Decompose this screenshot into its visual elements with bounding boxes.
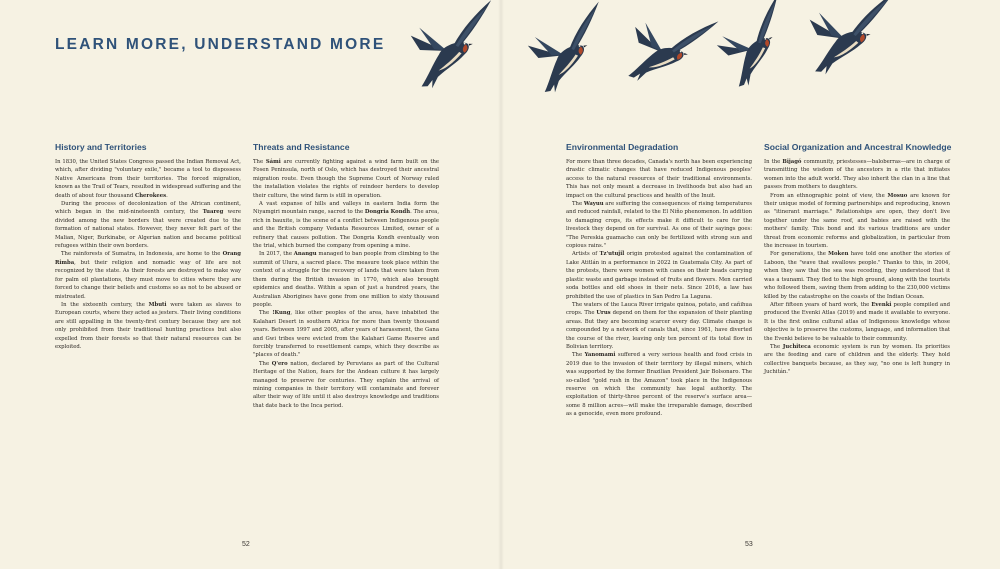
paragraph-text: In 1830, the United States Congress passed the Indian Removal Act, which, after dividing "voluntary exile," became a tool to dispossess Native Americans from their territories. The forced migration, known as the Trail of Tears, resulted in widespread suffering and the death of about four thousand [55, 159, 241, 199]
paragraph [55, 301, 241, 351]
paragraph [55, 250, 241, 300]
paragraph-text: origin protested against the contamination of Lake Atitlán in a performance in 2022 in Guatemala City. As part of the protests, there were women with canes on their heads carrying plastic waste and garbage instead of fruits and flowers. Men carried soda bottles and old shoes in their nets. Since 2016, a law has prohibited the use of plastics in San Pedro La Laguna. [566, 251, 752, 300]
paragraph-text: . The area, rich in bauxite, is the scene of a conflict between Indigenous people and the British company Vedanta Resources Limited, owner of a refinery that causes pollution. The Dongria Kondh eventually won the trial, which burned the company from opening a mine. [253, 209, 440, 250]
paragraph-text: were divided among the new borders that were created due to the formation of national states. However, they never felt part of the Malian, Niger, Burkinabe, or Algerian nation and became political refugees within their own borders. [55, 209, 241, 250]
people-name: Cherokees [134, 192, 167, 199]
swallow-icon [522, 2, 623, 96]
paragraph-text: The [259, 310, 273, 317]
paragraph-text: In the [764, 159, 783, 165]
paragraph [566, 158, 752, 200]
paragraph-text: are currently fighting against a wind farm built on the Fosen Peninsula, north of Oslo, which has destroyed their ancestral migration route. Even though the Supreme Court of Norway ruled the installation violates the rights of reindeer herders to develop their culture, the wind farm is still in operation. [253, 159, 439, 199]
paragraph-text: The [253, 159, 266, 165]
paragraph-text: depend on them for the expansion of their planting areas. But they are becoming scarcer every day. Climate change is compounded by a network of canals that, since 1961, have diverted the course of the river, leaving only ten percent of its total flow in Bolivian territory. [566, 310, 752, 350]
paragraph-text: After fifteen years of hard work, the [770, 301, 872, 308]
section-social-organization [764, 142, 950, 377]
people-name: !Kung [272, 310, 291, 317]
paragraph [566, 250, 752, 300]
swallows-illustration [0, 0, 1000, 110]
people-name: Juchiteca [782, 343, 811, 350]
paragraph-text: . [166, 192, 168, 199]
section-environmental-degradation [566, 142, 752, 419]
people-name: Dongria Kondh [364, 209, 411, 216]
paragraph [55, 200, 241, 250]
page-title: LEARN MORE, UNDERSTAND MORE [55, 36, 386, 53]
people-name: Orang Rimba [55, 251, 241, 266]
people-name: Q'ero [271, 360, 288, 367]
people-name: Mosuo [887, 192, 908, 199]
paragraph [253, 250, 439, 309]
paragraph [764, 250, 950, 300]
people-name: Tz'utujil [599, 251, 625, 258]
paragraph [253, 309, 439, 359]
paragraph-text: have told one another the stories of Laboon, the "wave that swallows people." Thanks to this, in 2004, when they saw that the sea was receding, they understood that it was a tsunami. They fled to the high ground, along with the tourists who followed them, saving them from adding to the 230,000 victims killed by the catastrophe on the coasts of the Indian Ocean. [764, 251, 951, 300]
paragraph [764, 192, 950, 251]
people-name: Mbuti [148, 301, 167, 308]
swallow-icon [407, 0, 507, 90]
section-heading: History and Territories [55, 142, 147, 152]
people-name: Evenki [871, 301, 892, 308]
section-history-and-territories [55, 142, 241, 351]
swallow-icon [628, 10, 719, 91]
paragraph-text: people compiled and produced the Evenki Atlas (2019) and made it available to everyone. It is the first online cultural atlas of Indigenous knowledge whose objective is to preserve the customs, language, and information that the Evenki believe to be valuable to their community. [764, 301, 951, 342]
section-threats-and-resistance [253, 142, 439, 410]
paragraph [764, 301, 950, 343]
section-body [253, 158, 439, 410]
paragraph-text: economic system is run by women. Its priorities are the feeding and care of children and the elderly. They hold collective banquets because, as they say, "no one is left hungry in Juchitán." [764, 343, 950, 376]
paragraph-text: , like other peoples of the area, have inhabited the Kalahari Desert in southern Africa for more than twenty thousand years. Between 1997 and 2005, after years of harassment, the Gana and Gwi tribes were evicted from the Kalahari Game Reserve and forcibly transferred to resettlement camps, which they describe as "places of death." [253, 310, 439, 359]
section-heading: Threats and Resistance [253, 142, 350, 152]
paragraph-text: From an ethnographic point of view, the [770, 192, 888, 199]
people-name: Sámi [265, 159, 281, 165]
paragraph-text: The [572, 352, 585, 359]
paragraph-text: Artists of [572, 251, 600, 258]
paragraph-text: were taken as slaves to European courts, where they acted as jesters. Their living conditions are still appalling in the twenty-first century because they are not only prohibited from their traditional hunting practices but also expelled from their forests so that their natural resources can be exploited. [55, 301, 241, 350]
paragraph [566, 200, 752, 250]
paragraph-text: For more than three decades, Canada's north has been experiencing drastic climatic changes that have reduced Indigenous peoples' access to the natural resources of their traditional environments. This has not only meant a decrease in livelihoods but also had an impact on the cultural practices and health of the Inuit. [566, 159, 752, 199]
paragraph-text: The [572, 201, 584, 208]
paragraph-text: In 2017, the [259, 251, 294, 258]
paragraph-text: The [770, 343, 783, 350]
paragraph-text: are known for their unique model of forming partnerships and reproducing, known as "itinerant marriage." Relationships are open, they don't live together under the same roof, and babies are raised with the mothers' family. This bond and its various traditions are under threat from economic reforms and globalization, in particular from the increase in tourism. [764, 192, 950, 250]
paragraph-text: , but their religion and nomadic way of life are not recognized by the state. As their forests are destroyed to make way for palm oil plantations, they must move to cities where they are forced to change their beliefs and customs so as not to be abused or mistreated. [55, 259, 241, 300]
paragraph [566, 351, 752, 418]
paragraph [253, 200, 439, 250]
paragraph-text: The [259, 360, 272, 367]
section-body [764, 158, 950, 377]
people-name: Bijagó [782, 159, 802, 165]
people-name: Tuareg [202, 209, 224, 216]
paragraph-text: A vast expanse of hills and valleys in eastern India form the Niyamgiri mountain range, sacred to the [253, 201, 439, 216]
people-name: Yanomami [584, 352, 616, 359]
section-heading: Environmental Degradation [566, 142, 679, 152]
paragraph-text: nation, declared by Peruvians as part of the Cultural Heritage of the Nation, fears for the Andean culture it has largely managed to preserve for centuries. They explain the arrival of mining companies in their territory will contaminate and forever alter their way of life until it also destroys knowledge and traditions that date back to the Inca period. [253, 360, 439, 409]
paragraph-text: During the process of decolonization of the African continent, which began in the mid-nineteenth century, the [55, 201, 241, 216]
paragraph-text: suffered a very serious health and food crisis in 2019 due to the invasion of their territory by illegal miners, which was supported by the former Brazilian President Jair Bolsonaro. The so-called "gold rush in the Amazon" took place in the Indigenous reserve on which the community has legal authority. The exploitation of thirty-three percent of the reserve's surface area—some 8 million acres—will make the irreparable damage, described as a genocide, even more profound. [566, 352, 752, 418]
swallow-icon [808, 0, 901, 75]
paragraph-text: The waters of the Lauca River irrigate quinoa, potato, and cañihua crops. The [566, 301, 752, 317]
paragraph-text: community, priestesses—baloberras—are in charge of transmitting the wisdom of the ancestors in a rite that initiates women into the adult world. They also inherit the clan in a line that passes from mothers to daughters. [764, 159, 950, 191]
section-heading: Social Organization and Ancestral Knowledge [764, 142, 952, 152]
paragraph-text: The rainforests of Sumatra, in Indonesia, are home to the [61, 251, 223, 258]
paragraph [253, 360, 439, 410]
swallow-icon [709, 0, 809, 90]
paragraph-text: are suffering the consequences of rising temperatures and reduced rainfall, related to the El Niño phenomenon. In addition to damaging crops, its effects make it difficult to care for the livestock they depend on for survival. As one of their sayings goes: "The Pereskia guamacho can only be fertilized with strong sun and copious rains." [566, 201, 752, 250]
paragraph-text: In the sixteenth century, the [61, 301, 149, 308]
paragraph [566, 301, 752, 351]
page-number-left: 52 [242, 541, 250, 548]
people-name: Anangu [293, 251, 317, 258]
paragraph [253, 158, 439, 200]
paragraph [764, 158, 950, 192]
page-number-right: 53 [745, 541, 753, 548]
section-body [55, 158, 241, 351]
people-name: Wayuu [583, 201, 604, 208]
paragraph-text: For generations, the [770, 251, 829, 258]
people-name: Urus [596, 310, 611, 317]
people-name: Moken [828, 251, 849, 258]
paragraph-text: managed to ban people from climbing to the summit of Uluru, a sacred place. The measure took place within the context of a struggle for the recovery of lands that were taken from them during the British invasion in 1770, which also brought epidemics and deaths. Within a span of just a hundred years, the Australian Aborigines have gone from one million to sixty thousand people. [253, 251, 439, 308]
section-body [566, 158, 752, 419]
paragraph [764, 343, 950, 377]
paragraph [55, 158, 241, 200]
